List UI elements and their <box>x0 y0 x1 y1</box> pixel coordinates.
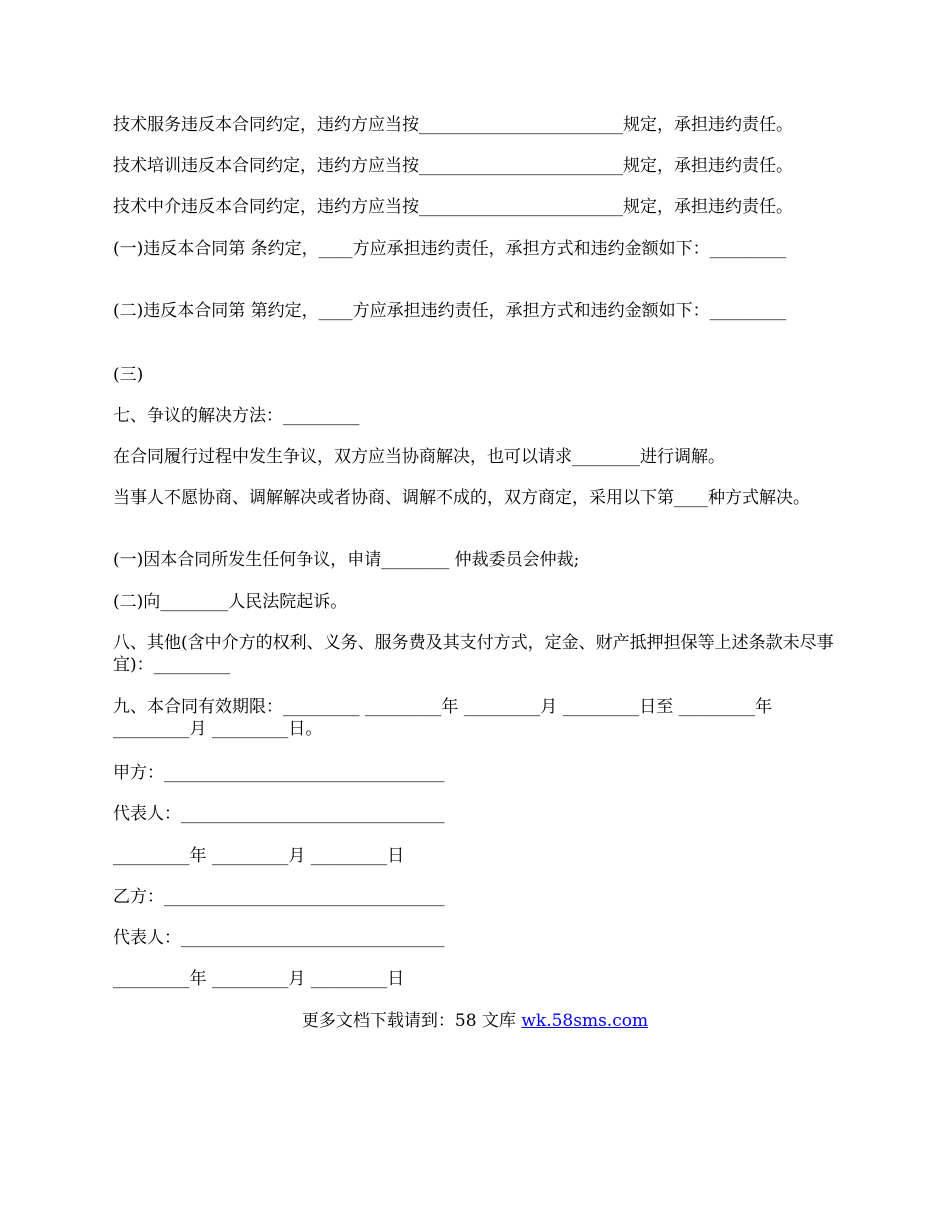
section-8-other: 八、其他(含中介方的权利、义务、服务费及其支付方式，定金、财产抵押担保等上述条款未尽事宜)：_________ <box>113 633 834 675</box>
clause-tech-service: 技术服务违反本合同约定，违约方应当按________________________规定，承担违约责任。 <box>113 115 793 135</box>
clause-breach-2: (二)违反本合同第 第约定，____方应承担违约责任，承担方式和违约金额如下：_________ <box>113 301 787 321</box>
clause-tech-intermediary: 技术中介违反本合同约定，违约方应当按________________________规定，承担违约责任。 <box>113 197 793 217</box>
dispute-court: (二)向________人民法院起诉。 <box>113 592 348 612</box>
clause-breach-3: (三) <box>113 365 144 385</box>
party-a-date: _________年 _________月 _________日 <box>113 846 405 866</box>
party-a-representative: 代表人：_______________________________ <box>113 804 445 824</box>
party-b-representative: 代表人：_______________________________ <box>113 928 445 948</box>
footer <box>0 1010 950 1032</box>
dispute-arbitration: (一)因本合同所发生任何争议，申请________ 仲裁委员会仲裁; <box>113 550 580 570</box>
footer-link[interactable]: wk.58sms.com <box>521 1011 649 1031</box>
clause-breach-1: (一)违反本合同第 条约定，____方应承担违约责任，承担方式和违约金额如下：_________ <box>113 239 787 259</box>
clause-tech-training: 技术培训违反本合同约定，违约方应当按________________________规定，承担违约责任。 <box>113 156 793 176</box>
dispute-negotiation: 在合同履行过程中发生争议，双方应当协商解决，也可以请求________进行调解。 <box>113 447 725 467</box>
dispute-method-choice: 当事人不愿协商、调解解决或者协商、调解不成的，双方商定，采用以下第____种方式解决。 <box>113 488 810 508</box>
party-b-date: _________年 _________月 _________日 <box>113 969 405 989</box>
party-a: 甲方：_________________________________ <box>113 763 445 783</box>
party-b: 乙方：_________________________________ <box>113 887 445 907</box>
section-7-heading: 七、争议的解决方法：_________ <box>113 406 360 426</box>
footer-text: 更多文档下载请到：58 文库 <box>301 1011 522 1031</box>
section-9-term: 九、本合同有效期限：_________ _________年 _________月 _________日至 _________年 _________月 _________日。 <box>113 697 773 739</box>
